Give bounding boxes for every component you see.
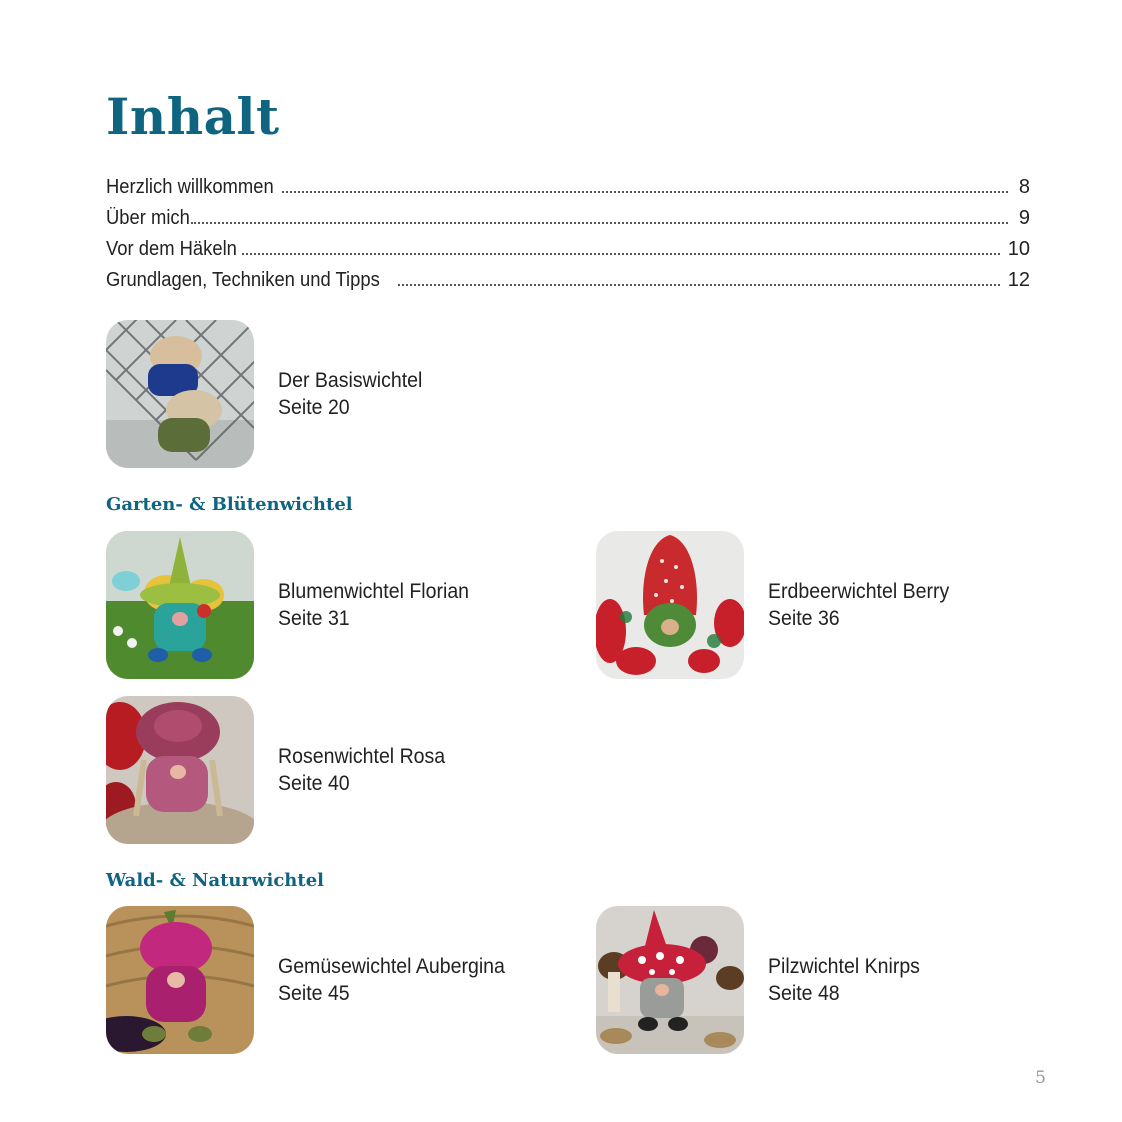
toc-label: Herzlich willkommen — [106, 176, 274, 198]
toc-row[interactable] — [106, 176, 1030, 207]
entry-pilzwichtel[interactable] — [596, 906, 931, 1054]
entry-page: Seite 36 — [768, 607, 840, 630]
toc-page: 9 — [1018, 207, 1030, 229]
toc-label: Grundlagen, Techniken und Tipps — [106, 269, 380, 291]
gemuesewichtel-photo — [106, 906, 254, 1054]
entry-name: Der Basiswichtel — [278, 369, 423, 392]
entry-page: Seite 45 — [278, 982, 350, 1005]
pilzwichtel-photo — [596, 906, 744, 1054]
toc-row[interactable] — [106, 207, 1030, 238]
entry-text — [278, 578, 483, 632]
entry-rosenwichtel[interactable] — [106, 696, 458, 844]
basiswichtel-photo — [106, 320, 254, 468]
entry-text — [278, 953, 522, 1007]
rosenwichtel-photo — [106, 696, 254, 844]
toc-row[interactable] — [106, 238, 1030, 269]
entry-page: Seite 20 — [278, 396, 350, 419]
entry-text — [768, 578, 963, 632]
section-heading-garten: Garten- & Blütenwichtel — [106, 494, 353, 515]
toc-leader-dots — [242, 252, 999, 255]
entry-name: Rosenwichtel Rosa — [278, 745, 446, 768]
page-number: 5 — [1035, 1068, 1046, 1088]
toc-page: 10 — [1007, 238, 1030, 260]
erdbeerwichtel-photo — [596, 531, 744, 679]
toc-page: 12 — [1007, 269, 1030, 291]
toc-label: Über mich — [106, 207, 190, 229]
toc-leader-dots — [282, 190, 1008, 193]
entry-page: Seite 40 — [278, 772, 350, 795]
toc-leader-dots — [398, 283, 1000, 286]
toc-leader-dots — [191, 221, 1008, 224]
toc-row[interactable] — [106, 269, 1030, 300]
toc-page: 8 — [1018, 176, 1030, 198]
section-heading-wald: Wald- & Naturwichtel — [106, 870, 324, 891]
entry-text — [768, 953, 931, 1007]
entry-text — [278, 743, 458, 797]
blumenwichtel-photo — [106, 531, 254, 679]
entry-page: Seite 48 — [768, 982, 840, 1005]
entry-erdbeerwichtel[interactable] — [596, 531, 963, 679]
entry-name: Blumenwichtel Florian — [278, 580, 470, 603]
entry-text — [278, 367, 433, 421]
entry-blumenwichtel[interactable] — [106, 531, 483, 679]
table-of-contents — [106, 176, 1030, 300]
entry-name: Gemüsewichtel Aubergina — [278, 955, 505, 978]
toc-label: Vor dem Häkeln — [106, 238, 237, 260]
entry-name: Erdbeerwichtel Berry — [768, 580, 950, 603]
entry-name: Pilzwichtel Knirps — [768, 955, 920, 978]
page-title: Inhalt — [106, 87, 280, 146]
entry-gemuesewichtel[interactable] — [106, 906, 522, 1054]
entry-page: Seite 31 — [278, 607, 350, 630]
entry-basiswichtel[interactable] — [106, 320, 433, 468]
